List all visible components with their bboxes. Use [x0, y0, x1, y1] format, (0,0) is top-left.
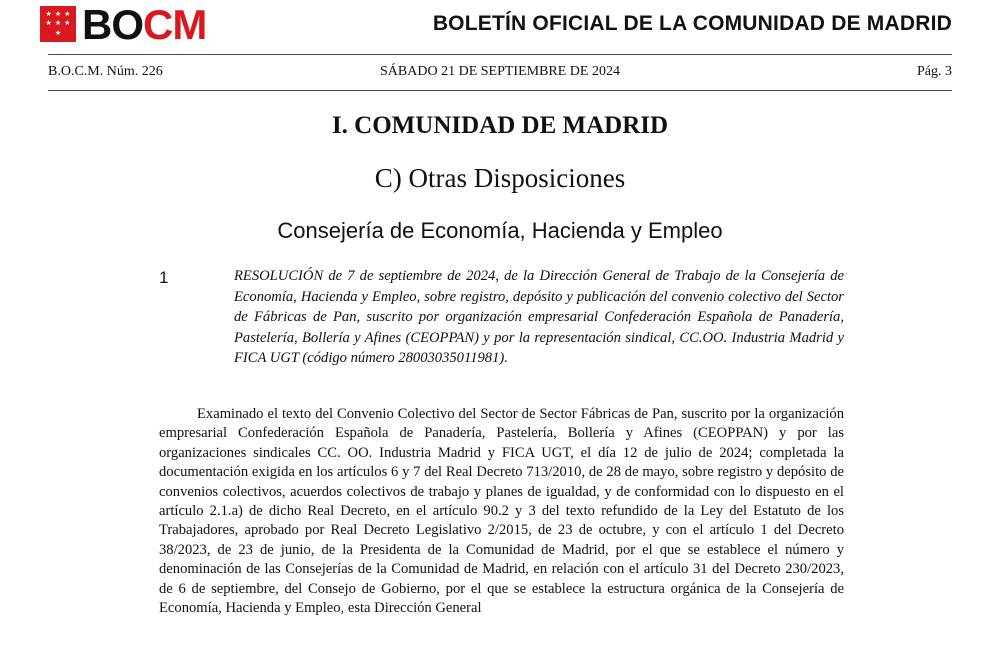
madrid-flag-logo: [40, 6, 76, 42]
department-title: Consejería de Economía, Hacienda y Empleo: [277, 218, 723, 243]
header-divider-bottom: [48, 90, 952, 91]
bocm-logo-text-part1: BO: [82, 1, 143, 48]
stars-icon: ★ ★ ★ ★ ★ ★ ★: [45, 10, 71, 37]
bocm-logo-text: [82, 0, 206, 50]
subsection-title: C) Otras Disposiciones: [374, 163, 626, 193]
section-title: I. COMUNIDAD DE MADRID: [331, 112, 669, 139]
resolution-summary: RESOLUCIÓN de 7 de septiembre de 2024, de la Dirección General de Trabajo de la Consejería de Economía, Hacienda y Empleo, sobre registro, depósito y publicación del convenio colectivo del Sector de Fábricas de Pan, suscrito por organización empresarial Confederación Española de Panadería, Pastelería, Bollería y Afines (CEOPPAN) y por la representación sindical, CC.OO. Industria Madrid y FICA UGT (código número 28003035011981).: [234, 268, 844, 367]
body-paragraph: Examinado el texto del Convenio Colectivo del Sector de Sector Fábricas de Pan, suscrito por la organización empresarial Confederación Española de Panadería, Pastelería, Bollería y Afines (CEOPPAN) y por las organizaciones sindicales CC. OO. Industria Madrid y FICA UGT, el día 12 de julio de 2024; completada la documentación exigida en los artículos 6 y 7 del Real Decreto 713/2010, de 28 de mayo, sobre registro y depósito de convenios colectivos, acuerdos colectivos de trabajo y planes de igualdad, y de conformidad con lo dispuesto en el artículo 2.1.a) de dicho Real Decreto, en el artículo 90.2 y 3 del texto refundido de la Ley del Estatuto de los Trabajadores, aprobado por Real Decreto Legislativo 2/2015, de 23 de octubre, y con el artículo 1 del Decreto 38/2023, de 23 de junio, de la Presidenta de la Comunidad de Madrid, por el que se establece el número y denominación de las Consejerías de la Comunidad de Madrid, en relación con el artículo 31 del Decreto 230/2023, de 6 de septiembre, del Consejo de Gobierno, por el que se establece la estructura orgánica de la Consejería de Economía, Hacienda y Empleo, esta Dirección General: [159, 406, 844, 617]
bulletin-title: BOLETÍN OFICIAL DE LA COMUNIDAD DE MADRID: [432, 12, 952, 35]
entry-number: 1: [159, 268, 169, 287]
issue-date: SÁBADO 21 DE SEPTIEMBRE DE 2024: [380, 64, 620, 79]
issue-number: B.O.C.M. Núm. 226: [48, 64, 163, 79]
bocm-logo-text-part2: CM: [143, 1, 207, 48]
issue-info-line: [48, 64, 952, 84]
header-divider-top: [48, 54, 952, 55]
page-header: [0, 0, 1000, 56]
page-number: Pág. 3: [917, 64, 952, 79]
